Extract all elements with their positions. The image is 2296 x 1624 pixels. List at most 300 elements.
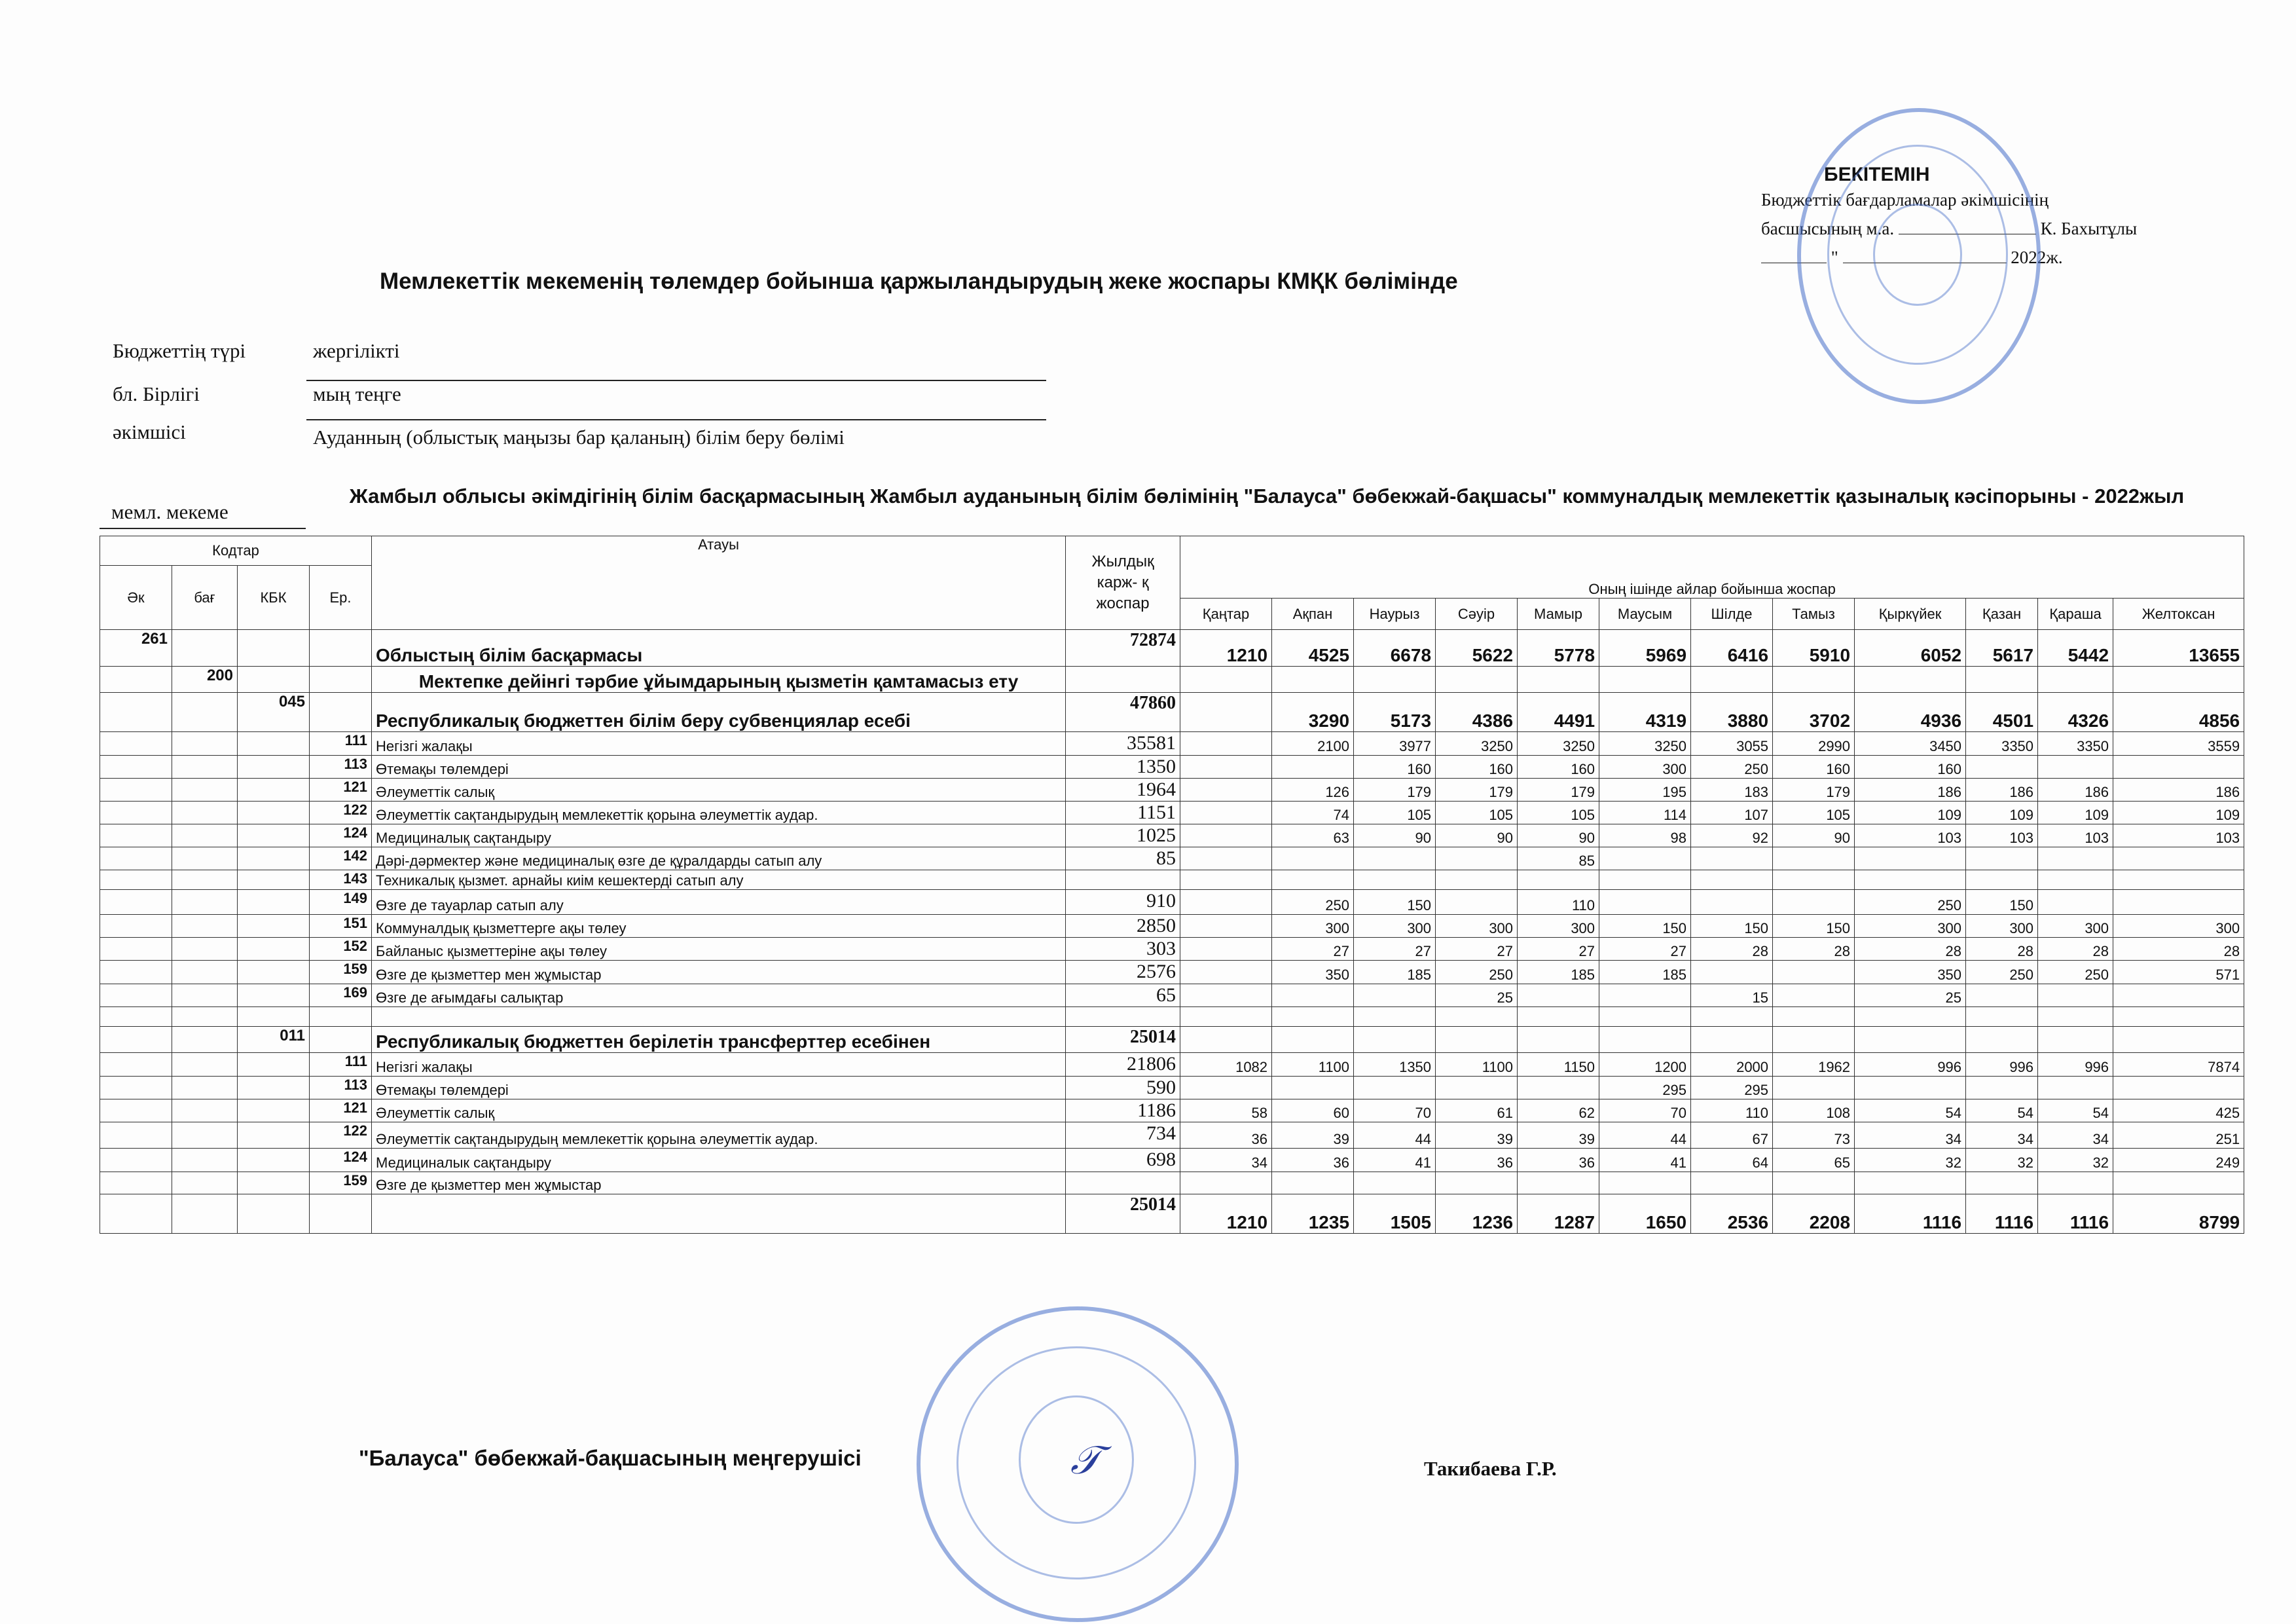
month-value (1855, 1027, 1966, 1053)
code-ek (100, 1194, 172, 1234)
month-value: 4525 (1272, 630, 1354, 667)
month-value (1180, 756, 1272, 779)
code-kbk (238, 1172, 310, 1194)
approval-name: К. Бахытұлы (2040, 219, 2138, 238)
month-value: 13655 (2113, 630, 2244, 667)
month-value: 39 (1518, 1122, 1599, 1149)
month-value (1966, 984, 2038, 1007)
month-value (1966, 667, 2038, 693)
month-value: 90 (1773, 824, 1855, 847)
month-value: 28 (2113, 938, 2244, 961)
annual-plan: 1025 (1066, 824, 1180, 847)
annual-plan: 303 (1066, 938, 1180, 961)
table-row (100, 870, 2244, 890)
month-value: 90 (1354, 824, 1436, 847)
month-value (1773, 870, 1855, 890)
month-value (1855, 847, 1966, 870)
month-value: 32 (1855, 1149, 1966, 1172)
month-value: 150 (1773, 915, 1855, 938)
month-value (2113, 1027, 2244, 1053)
month-value (1855, 667, 1966, 693)
table-row (100, 667, 2244, 693)
month-value: 186 (1966, 779, 2038, 802)
month-value: 44 (1599, 1122, 1691, 1149)
item-name: Әлеуметтік салық (372, 779, 1066, 802)
month-value: 5442 (2038, 630, 2113, 667)
approval-quote: " (1831, 248, 1838, 267)
month-value: 103 (1855, 824, 1966, 847)
month-value (1272, 847, 1354, 870)
code-bag (172, 779, 238, 802)
code-er (310, 630, 372, 667)
budget-type-label: Бюджеттің түрі (113, 339, 246, 362)
month-value: 27 (1436, 938, 1518, 961)
code-er: 122 (310, 1122, 372, 1149)
month-value (2038, 984, 2113, 1007)
month-value (1773, 1007, 1855, 1027)
month-value: 107 (1691, 802, 1773, 824)
annual-plan: 85 (1066, 847, 1180, 870)
month-value (1966, 847, 2038, 870)
item-name: Өзге де тауарлар сатып алу (372, 890, 1066, 915)
month-value (1599, 890, 1691, 915)
month-value: 160 (1773, 756, 1855, 779)
code-kbk (238, 1099, 310, 1122)
month-value: 61 (1436, 1099, 1518, 1122)
item-name: Облыстың білім басқармасы (372, 630, 1066, 667)
month-value (1691, 667, 1773, 693)
month-value (1773, 1027, 1855, 1053)
code-bag (172, 802, 238, 824)
code-kbk (238, 667, 310, 693)
month-value: 44 (1354, 1122, 1436, 1149)
annual-plan (1066, 870, 1180, 890)
month-value: 25 (1436, 984, 1518, 1007)
month-value: 36 (1518, 1149, 1599, 1172)
month-value: 195 (1599, 779, 1691, 802)
month-value: 67 (1691, 1122, 1773, 1149)
month-value (1773, 984, 1855, 1007)
month-value: 3250 (1599, 732, 1691, 756)
code-bag (172, 938, 238, 961)
month-value: 1200 (1599, 1053, 1691, 1077)
month-value (1180, 1027, 1272, 1053)
month-value: 6416 (1691, 630, 1773, 667)
code-bag (172, 1077, 238, 1099)
month-value (1180, 938, 1272, 961)
code-kbk (238, 1077, 310, 1099)
month-value (1691, 961, 1773, 984)
month-value: 105 (1518, 802, 1599, 824)
code-bag (172, 1053, 238, 1077)
code-ek (100, 915, 172, 938)
month-value (1691, 870, 1773, 890)
month-value: 34 (2038, 1122, 2113, 1149)
code-kbk (238, 1122, 310, 1149)
month-value: 250 (1691, 756, 1773, 779)
month-value: 28 (1855, 938, 1966, 961)
month-value (2038, 756, 2113, 779)
admin-value: Ауданның (облыстық маңызы бар қаланың) білім беру бөлімі (313, 426, 845, 449)
financing-plan-table (100, 536, 2244, 1234)
month-value: 110 (1518, 890, 1599, 915)
month-value (1773, 890, 1855, 915)
month-value: 28 (1773, 938, 1855, 961)
code-bag (172, 732, 238, 756)
table-row (100, 961, 2244, 984)
table-row (100, 756, 2244, 779)
month-header: Маусым (1599, 599, 1691, 630)
month-value: 3250 (1436, 732, 1518, 756)
month-value: 105 (1354, 802, 1436, 824)
code-er (310, 1027, 372, 1053)
month-value: 5173 (1354, 693, 1436, 732)
code-er: 142 (310, 847, 372, 870)
code-bag (172, 1007, 238, 1027)
month-value: 150 (1354, 890, 1436, 915)
code-er (310, 693, 372, 732)
code-kbk (238, 756, 310, 779)
month-value: 109 (1966, 802, 2038, 824)
table-row (100, 890, 2244, 915)
month-value (1855, 1172, 1966, 1194)
month-value: 39 (1436, 1122, 1518, 1149)
month-value (1180, 824, 1272, 847)
annual-plan (1066, 1007, 1180, 1027)
header-annual: Жылдық карж- қ жоспар (1066, 536, 1180, 630)
month-value: 250 (1272, 890, 1354, 915)
month-value: 1650 (1599, 1194, 1691, 1234)
month-value: 36 (1180, 1122, 1272, 1149)
month-value: 28 (2038, 938, 2113, 961)
month-value (2113, 847, 2244, 870)
month-value (1354, 1007, 1436, 1027)
month-value: 54 (1966, 1099, 2038, 1122)
budget-type-line (306, 380, 1046, 381)
month-value: 36 (1272, 1149, 1354, 1172)
table-row (100, 1099, 2244, 1122)
month-value: 179 (1773, 779, 1855, 802)
month-value (1354, 667, 1436, 693)
item-name (372, 1194, 1066, 1234)
month-header: Қыркүйек (1855, 599, 1966, 630)
month-value (2113, 667, 2244, 693)
code-bag (172, 630, 238, 667)
month-value: 70 (1599, 1099, 1691, 1122)
month-value: 3250 (1518, 732, 1599, 756)
month-value: 160 (1518, 756, 1599, 779)
code-bag (172, 693, 238, 732)
unit-value: мың теңге (313, 382, 401, 405)
month-value (1966, 870, 2038, 890)
month-value (1773, 847, 1855, 870)
month-value: 105 (1436, 802, 1518, 824)
code-ek (100, 693, 172, 732)
annual-plan: 47860 (1066, 693, 1180, 732)
month-header: Тамыз (1773, 599, 1855, 630)
month-value: 3880 (1691, 693, 1773, 732)
month-value (1354, 1172, 1436, 1194)
code-er (310, 1007, 372, 1027)
month-value: 103 (1966, 824, 2038, 847)
signature-mark-icon: 𝒯 (1070, 1437, 1101, 1483)
month-value: 4491 (1518, 693, 1599, 732)
month-header: Қараша (2038, 599, 2113, 630)
header-er: Ер. (310, 566, 372, 630)
header-bag: бағ (172, 566, 238, 630)
month-value: 1100 (1436, 1053, 1518, 1077)
month-value: 92 (1691, 824, 1773, 847)
code-bag (172, 870, 238, 890)
code-kbk (238, 1007, 310, 1027)
month-value: 1210 (1180, 1194, 1272, 1234)
month-value (1436, 890, 1518, 915)
table-row (100, 847, 2244, 870)
month-value: 4856 (2113, 693, 2244, 732)
header-codes: Кодтар (100, 536, 372, 566)
month-value: 1962 (1773, 1053, 1855, 1077)
month-value (2113, 1007, 2244, 1027)
item-name: Өтемақы төлемдері (372, 756, 1066, 779)
item-name: Байланыс қызметтеріне ақы төлеу (372, 938, 1066, 961)
month-value: 186 (2113, 779, 2244, 802)
table-row (100, 1149, 2244, 1172)
table-row (100, 630, 2244, 667)
month-value (1180, 961, 1272, 984)
month-value: 5910 (1773, 630, 1855, 667)
code-er: 169 (310, 984, 372, 1007)
code-er (310, 1194, 372, 1234)
month-value: 2000 (1691, 1053, 1773, 1077)
item-name: Әлеуметтік салық (372, 1099, 1066, 1122)
month-value: 2208 (1773, 1194, 1855, 1234)
month-value: 3350 (1966, 732, 2038, 756)
annual-plan: 25014 (1066, 1194, 1180, 1234)
item-name: Техникалық қызмет. арнайы киім кешектерді сатып алу (372, 870, 1066, 890)
month-value: 90 (1436, 824, 1518, 847)
admin-label: әкімшісі (113, 420, 186, 443)
month-value (1436, 1077, 1518, 1099)
code-bag (172, 1122, 238, 1149)
code-er: 121 (310, 779, 372, 802)
code-bag (172, 824, 238, 847)
code-ek (100, 938, 172, 961)
annual-plan: 21806 (1066, 1053, 1180, 1077)
item-name: Әлеуметтік сақтандырудың мемлекеттік қорына әлеуметтік аудар. (372, 1122, 1066, 1149)
month-value (1691, 1007, 1773, 1027)
month-value (2113, 1077, 2244, 1099)
table-row (100, 1077, 2244, 1099)
month-value: 160 (1354, 756, 1436, 779)
code-ek (100, 1077, 172, 1099)
month-value (2038, 1077, 2113, 1099)
month-value: 98 (1599, 824, 1691, 847)
annual-plan: 2850 (1066, 915, 1180, 938)
month-value: 1116 (1966, 1194, 2038, 1234)
month-value: 1116 (1855, 1194, 1966, 1234)
code-bag (172, 1027, 238, 1053)
annual-plan: 1350 (1066, 756, 1180, 779)
table-row (100, 915, 2244, 938)
month-value (1518, 1077, 1599, 1099)
month-value (1180, 870, 1272, 890)
month-value (1599, 667, 1691, 693)
code-ek (100, 1027, 172, 1053)
month-value: 1350 (1354, 1053, 1436, 1077)
table-row (100, 824, 2244, 847)
month-value: 250 (1966, 961, 2038, 984)
code-kbk (238, 938, 310, 961)
month-header: Желтоксан (2113, 599, 2244, 630)
code-ek (100, 667, 172, 693)
month-value (1272, 870, 1354, 890)
month-value: 160 (1436, 756, 1518, 779)
annual-plan (1066, 1172, 1180, 1194)
month-value: 179 (1436, 779, 1518, 802)
month-value: 300 (1518, 915, 1599, 938)
approval-year: 2022ж. (2011, 248, 2063, 267)
table-row (100, 1027, 2244, 1053)
code-ek (100, 1099, 172, 1122)
code-bag (172, 847, 238, 870)
code-kbk (238, 802, 310, 824)
month-value: 27 (1518, 938, 1599, 961)
month-value (1272, 1007, 1354, 1027)
code-ek (100, 1007, 172, 1027)
code-er (310, 667, 372, 693)
month-value (1599, 1007, 1691, 1027)
code-bag (172, 1194, 238, 1234)
month-value: 4936 (1855, 693, 1966, 732)
month-value: 74 (1272, 802, 1354, 824)
month-value (1599, 847, 1691, 870)
month-value: 160 (1855, 756, 1966, 779)
month-value: 3702 (1773, 693, 1855, 732)
item-name: Республикалық бюджеттен білім беру субвенциялар есебі (372, 693, 1066, 732)
month-value: 3977 (1354, 732, 1436, 756)
month-value (1518, 1172, 1599, 1194)
month-value: 109 (2038, 802, 2113, 824)
code-bag (172, 1172, 238, 1194)
month-value: 5617 (1966, 630, 2038, 667)
month-value: 251 (2113, 1122, 2244, 1149)
month-value: 300 (1855, 915, 1966, 938)
code-kbk (238, 630, 310, 667)
month-value: 4501 (1966, 693, 2038, 732)
month-value: 2990 (1773, 732, 1855, 756)
month-value (1180, 732, 1272, 756)
month-value: 27 (1599, 938, 1691, 961)
month-value (1272, 1077, 1354, 1099)
month-header: Ақпан (1272, 599, 1354, 630)
top-stamp-icon (1797, 108, 2041, 404)
month-value (1773, 667, 1855, 693)
code-kbk (238, 984, 310, 1007)
month-value: 996 (2038, 1053, 2113, 1077)
month-value (1518, 667, 1599, 693)
month-header: Қазан (1966, 599, 2038, 630)
month-value: 1236 (1436, 1194, 1518, 1234)
code-kbk (238, 732, 310, 756)
code-kbk (238, 890, 310, 915)
code-kbk (238, 1149, 310, 1172)
month-value (1180, 802, 1272, 824)
month-value: 1150 (1518, 1053, 1599, 1077)
code-ek (100, 756, 172, 779)
month-value: 300 (1436, 915, 1518, 938)
month-value (2113, 890, 2244, 915)
month-value (1773, 1077, 1855, 1099)
item-name: Дәрі-дәрмектер және медициналық өзге де құралдарды сатып алу (372, 847, 1066, 870)
code-kbk (238, 779, 310, 802)
month-value (1180, 1007, 1272, 1027)
budget-type-value: жергілікті (313, 339, 400, 362)
month-value: 7874 (2113, 1053, 2244, 1077)
month-value (2113, 870, 2244, 890)
month-value (1180, 847, 1272, 870)
month-value (1180, 1077, 1272, 1099)
month-value: 350 (1855, 961, 1966, 984)
code-ek (100, 1172, 172, 1194)
month-value: 73 (1773, 1122, 1855, 1149)
code-bag (172, 915, 238, 938)
item-name: Өзге де қызметтер мен жұмыстар (372, 1172, 1066, 1194)
month-value (1773, 1172, 1855, 1194)
month-value: 183 (1691, 779, 1773, 802)
month-value: 4319 (1599, 693, 1691, 732)
month-value: 150 (1966, 890, 2038, 915)
approval-title: БЕКІТЕМІН (1824, 164, 1930, 185)
month-value (1354, 870, 1436, 890)
month-value: 62 (1518, 1099, 1599, 1122)
code-ek (100, 1149, 172, 1172)
month-value (1691, 1027, 1773, 1053)
header-monthly: Оның ішінде айлар бойынша жоспар (1180, 536, 2244, 599)
month-value (1436, 1007, 1518, 1027)
code-ek (100, 961, 172, 984)
month-value: 5622 (1436, 630, 1518, 667)
month-value (2113, 1172, 2244, 1194)
month-value (1855, 1077, 1966, 1099)
month-value (2038, 1007, 2113, 1027)
annual-plan: 1151 (1066, 802, 1180, 824)
month-value: 250 (1855, 890, 1966, 915)
month-value: 39 (1272, 1122, 1354, 1149)
month-value: 185 (1518, 961, 1599, 984)
month-value: 1116 (2038, 1194, 2113, 1234)
code-ek (100, 1053, 172, 1077)
annual-plan: 910 (1066, 890, 1180, 915)
code-bag (172, 1099, 238, 1122)
month-value: 3559 (2113, 732, 2244, 756)
month-value (1180, 915, 1272, 938)
institution-name: Жамбыл облысы әкімдігінің білім басқармасының Жамбыл ауданының білім бөлімінің "Балауса" бөбекжай-бақшасы" коммуналдық мемлекеттік қазыналық кәсіпорыны - 2022жыл (349, 485, 2185, 507)
table-row (100, 1194, 2244, 1234)
approval-line-1: Бюджеттік бағдарламалар әкімшісінің (1761, 190, 2049, 210)
month-value (1518, 984, 1599, 1007)
month-value: 41 (1599, 1149, 1691, 1172)
month-value: 58 (1180, 1099, 1272, 1122)
month-header: Шілде (1691, 599, 1773, 630)
table-row (100, 779, 2244, 802)
month-value (1180, 890, 1272, 915)
month-value: 3350 (2038, 732, 2113, 756)
month-value: 179 (1518, 779, 1599, 802)
annual-plan: 1186 (1066, 1099, 1180, 1122)
month-value: 1100 (1272, 1053, 1354, 1077)
month-value: 32 (2038, 1149, 2113, 1172)
month-header: Мамыр (1518, 599, 1599, 630)
